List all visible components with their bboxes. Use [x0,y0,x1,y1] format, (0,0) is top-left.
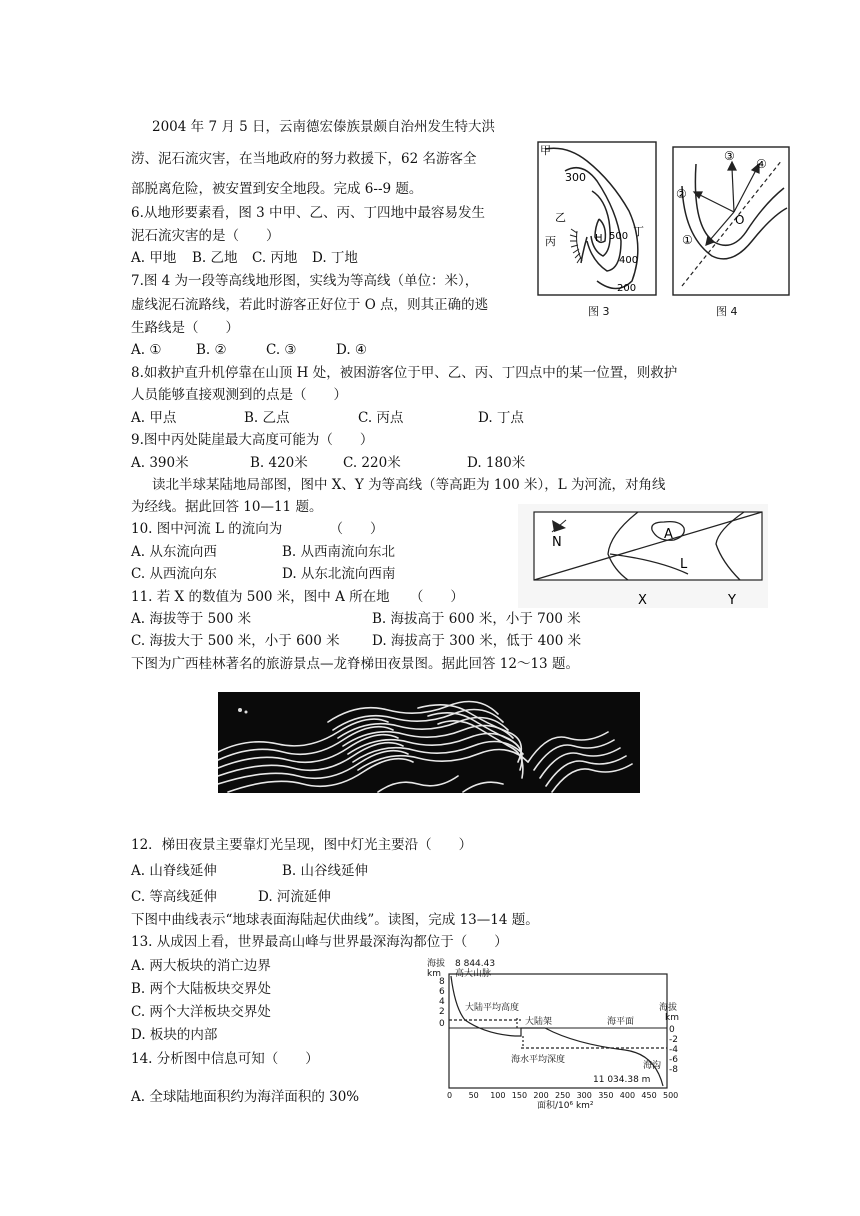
fig3-label-300: 300 [565,171,586,184]
intro2-line-1: 读北半球某陆地局部图，图中 X、Y 为等高线（等高距为 100 米），L 为河流，对角线 [152,477,666,493]
q8-option-c: C. 丙点 [358,410,404,426]
hypso-right-tick: -6 [669,1055,678,1065]
q12-option-a: A. 山脊线延伸 [131,863,217,879]
q13-option-a: A. 两大板块的消亡边界 [131,958,271,974]
figure-3-contour-map [537,141,657,296]
hypso-mountain: 高大山脉 [455,969,492,979]
hypso-left-tick: 8 [439,977,445,987]
q7-stem-1: 7.图 4 为一段等高线地形图，实线为等高线（单位：米）， [131,273,479,289]
intro2-line-2: 为经线。据此回答 10—11 题。 [131,499,323,515]
hypso-land-avg: 大陆平均高度 [465,1003,520,1013]
q6-stem-1: 6.从地形要素看，图 3 中甲、乙、丙、丁四地中最容易发生 [131,205,486,221]
q6-option-b: B. 乙地 [192,250,238,266]
hypso-left-tick: 2 [439,1007,445,1017]
hypso-left-tick: 6 [439,987,445,997]
fig3-label-h: H [595,233,603,244]
map-label-n: N [552,535,562,550]
q6-option-d: D. 丁地 [312,250,358,266]
intro-line-1: 2004 年 7 月 5 日，云南德宏傣族景颇自治州发生特大洪 [152,119,495,135]
fig3-label-jia: 甲 [540,144,551,157]
hypso-x-tick: 200 [533,1091,549,1100]
hypso-right-tick: 0 [669,1025,675,1035]
q11-stem: 11. 若 X 的数值为 500 米，图中 A 所在地 （ ） [131,589,464,605]
hypso-depth: 11 034.38 m [593,1075,651,1085]
q7-stem-3: 生路线是（ ） [131,320,239,336]
fig4-label-o: O [735,213,745,227]
q6-option-a: A. 甲地 [131,250,177,266]
hypso-x-tick: 350 [598,1091,614,1100]
fig3-label-500: 500 [609,231,629,242]
q9-option-d: D. 180米 [467,455,526,471]
fig4-label-2: ② [676,187,687,201]
q14-option-a: A. 全球陆地面积约为海洋面积的 30% [131,1089,360,1105]
q9-option-c: C. 220米 [343,455,401,471]
hypso-right-tick: -4 [669,1045,678,1055]
map-label-l: L [680,557,688,572]
q11-option-d: D. 海拔高于 300 米，低于 400 米 [372,633,582,649]
q12-option-c: C. 等高线延伸 [131,889,217,905]
q10-option-b: B. 从西南流向东北 [282,544,396,560]
hypso-x-tick: 250 [555,1091,571,1100]
hypso-x-tick: 100 [490,1091,506,1100]
q12-stem: 12．梯田夜景主要靠灯光呈现，图中灯光主要沿（ ） [131,837,473,853]
hypso-left-unit: km [427,969,441,979]
map-label-y: Y [728,593,736,608]
q11-option-a: A. 海拔等于 500 米 [131,611,252,627]
q13-option-c: C. 两个大洋板块交界处 [131,1004,271,1020]
hypso-trench: 海沟 [643,1061,662,1071]
fig3-label-bing: 丙 [545,235,556,248]
figure-3-caption: 图 3 [588,305,610,318]
fig3-label-yi: 乙 [555,211,566,224]
q13-option-b: B. 两个大陆板块交界处 [131,981,272,997]
q8-option-b: B. 乙点 [244,410,290,426]
hypso-right-unit: km [665,1013,679,1023]
q10-stem: 10. 图中河流 L 的流向为 （ ） [131,521,384,537]
hypso-right-tick: -2 [669,1035,678,1045]
q7-option-c: C. ③ [266,342,297,358]
q12-option-d: D. 河流延伸 [258,889,331,905]
q10-option-a: A. 从东流向西 [131,544,217,560]
figure-4-contour-map [672,146,790,296]
q11-option-c: C. 海拔大于 500 米，小于 600 米 [131,633,340,649]
fig3-label-ding: 丁 [633,225,644,238]
hypso-right-tick: -8 [669,1065,678,1075]
hypso-left-tick: 4 [439,997,445,1007]
hypsometric-curve-figure [425,958,683,1110]
q8-stem-1: 8.如救护直升机停靠在山顶 H 处，被困游客位于甲、乙、丙、丁四点中的某一位置，则救护 [131,365,678,381]
hypso-left-tick: 0 [439,1019,445,1029]
q9-option-a: A. 390米 [131,455,189,471]
q14-stem: 14. 分析图中信息可知（ ） [131,1051,319,1067]
hypso-ocean-avg: 海水平均深度 [511,1055,566,1065]
q10-option-c: C. 从西流向东 [131,566,217,582]
hypso-right-title: 海拔 [659,1003,678,1013]
q8-option-a: A. 甲点 [131,410,177,426]
intro3: 下图为广西桂林著名的旅游景点—龙脊梯田夜景图。据此回答 12～13 题。 [131,656,579,672]
q7-option-d: D. ④ [336,342,368,358]
rice-terrace-night-photo [218,692,640,793]
intro-line-3: 部脱离危险，被安置到安全地段。完成 6--9 题。 [131,181,423,197]
q12-option-b: B. 山谷线延伸 [282,863,369,879]
q11-option-b: B. 海拔高于 600 米，小于 700 米 [372,611,581,627]
hypso-x-tick: 50 [468,1091,479,1100]
hypso-left-title: 海拔 [427,959,446,969]
q13-stem: 13. 从成因上看，世界最高山峰与世界最深海沟都位于（ ） [131,934,508,950]
q9-stem: 9.图中丙处陡崖最大高度可能为（ ） [131,432,374,448]
hypso-xlabel: 面积/10⁶ km² [537,1101,594,1110]
hypso-x-tick: 450 [641,1091,657,1100]
q8-stem-2: 人员能够直接观测到的点是（ ） [131,387,347,403]
q7-option-a: A. ① [131,342,162,358]
q6-stem-2: 泥石流灾害的是（ ） [131,228,280,244]
fig3-label-400: 400 [619,255,639,266]
q8-option-d: D. 丁点 [478,410,524,426]
hypso-x-tick: 500 [663,1091,679,1100]
hypso-x-tick: 300 [576,1091,592,1100]
intro-line-2: 涝、泥石流灾害，在当地政府的努力救援下，62 名游客全 [131,151,477,167]
hypso-x-tick: 0 [447,1091,453,1100]
hypso-x-tick: 400 [619,1091,636,1100]
fig4-label-3: ③ [724,149,735,163]
q13-option-d: D. 板块的内部 [131,1027,218,1043]
fig4-label-4: ④ [756,157,767,171]
figure-4-caption: 图 4 [716,305,738,318]
river-contour-map [518,504,768,608]
map-label-x: X [638,593,647,608]
map-label-a: A [664,527,673,542]
hypso-sea-level: 海平面 [607,1017,635,1027]
q9-option-b: B. 420米 [250,455,308,471]
q7-option-b: B. ② [196,342,227,358]
intro4: 下图中曲线表示“地球表面海陆起伏曲线”。读图，完成 13—14 题。 [131,912,539,928]
q7-stem-2: 虚线泥石流路线，若此时游客正好位于 O 点，则其正确的逃 [131,297,489,313]
hypso-x-tick: 150 [511,1091,528,1100]
hypso-shelf: 大陆架 [525,1017,553,1027]
fig3-label-200: 200 [617,283,637,294]
q10-option-d: D. 从东北流向西南 [282,566,396,582]
fig4-label-1: ① [682,233,693,247]
hypso-peak: 8 844.43 [455,959,496,969]
terrace-light-lines [218,692,640,793]
q6-option-c: C. 丙地 [252,250,298,266]
